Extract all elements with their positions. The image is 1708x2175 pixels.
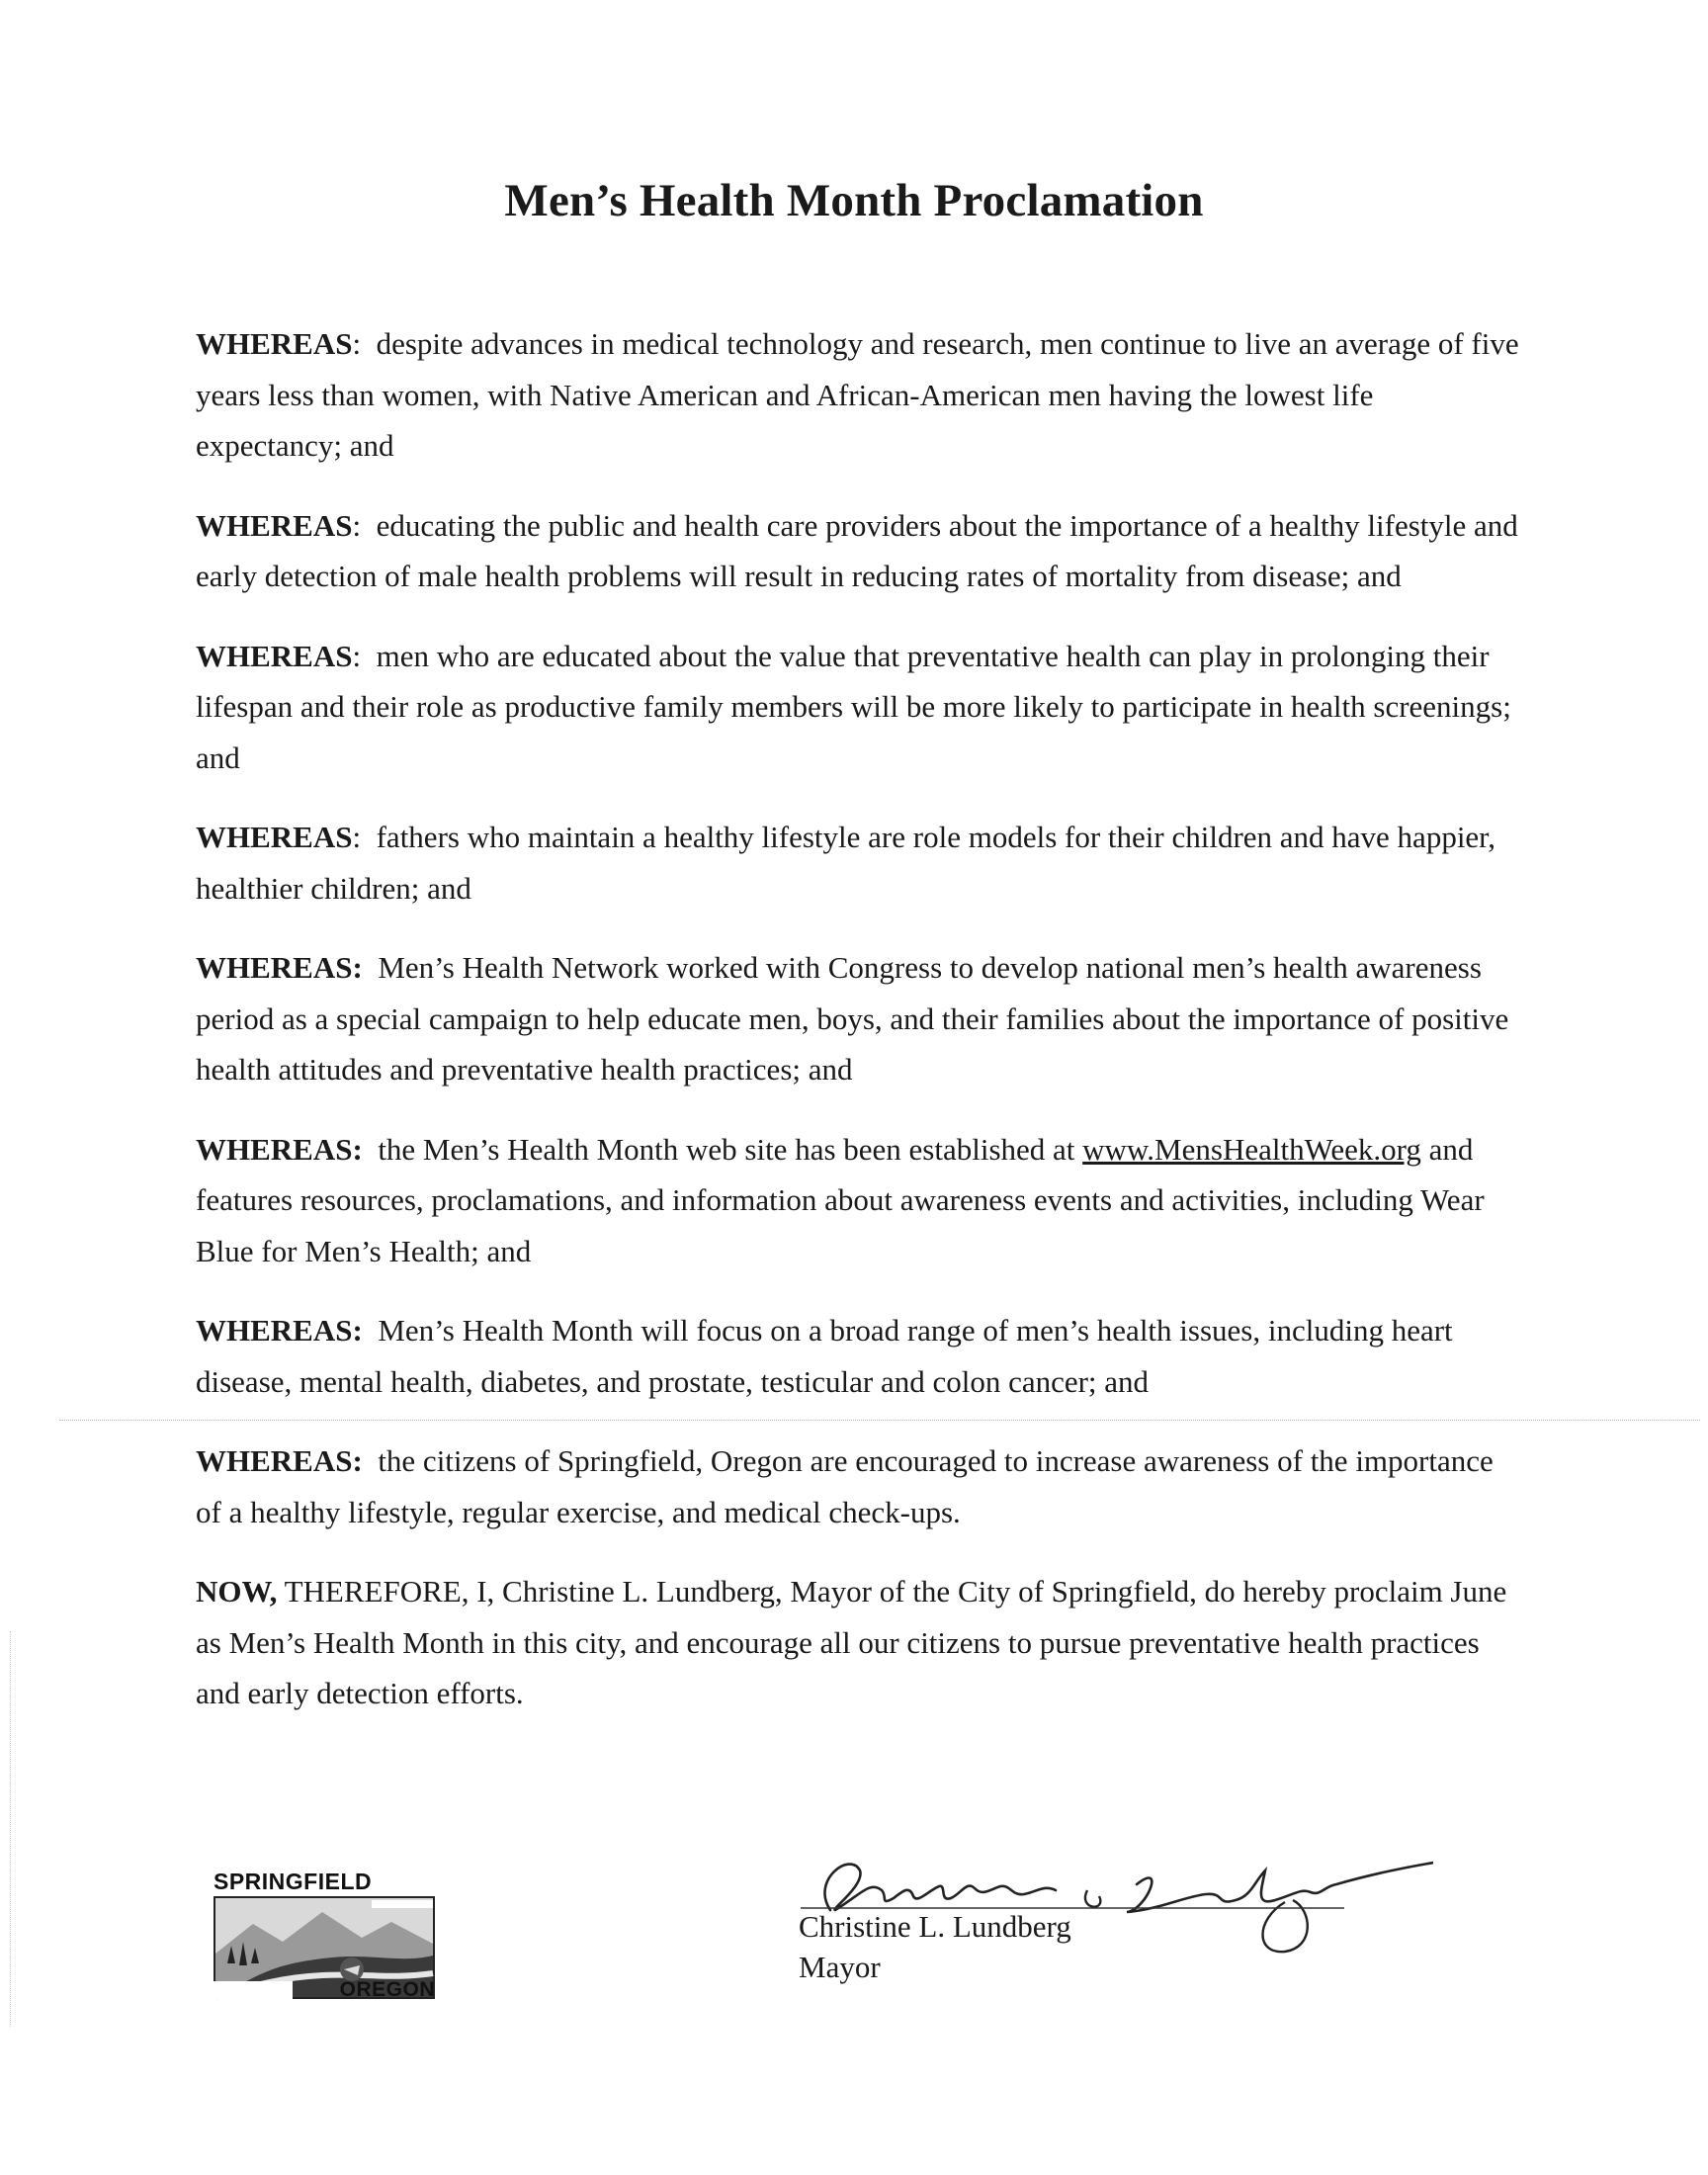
whereas-keyword: WHEREAS:	[196, 1131, 363, 1167]
whereas-keyword: WHEREAS	[196, 326, 353, 361]
whereas-paragraph-2: WHEREAS: educating the public and health care providers about the importance of a healthy lifestyle and early detection of male health problems will result in reducing rates of mortality from disease; and	[196, 507, 1518, 593]
whereas-keyword: WHEREAS	[196, 507, 353, 543]
proclamation-body	[196, 318, 1520, 1748]
logo-top-text: SPRINGFIELD	[214, 1869, 373, 1894]
signer-title: Mayor	[799, 1950, 881, 1984]
whereas-paragraph-1: WHEREAS: despite advances in medical technology and research, men continue to live an average of five years less than women, with Native American and African-American men having the lowest life expectancy; and	[196, 326, 1519, 463]
whereas-keyword: WHEREAS:	[196, 950, 363, 985]
whereas-paragraph-8	[196, 1436, 1520, 1537]
whereas-keyword: WHEREAS	[196, 638, 353, 673]
whereas-paragraph-3: WHEREAS: men who are educated about the value that preventative health can play in prolonging their lifespan and their role as productive family members will be more likely to participate in health screenings; and	[196, 638, 1511, 775]
website-link[interactable]: www.MensHealthWeek.org	[1082, 1131, 1421, 1167]
whereas-keyword: WHEREAS:	[196, 1443, 363, 1478]
whereas-keyword: WHEREAS	[196, 820, 353, 854]
whereas-text: Men’s Health Month will focus on a broad range of men’s health issues, including heart disease, mental health, diabetes, and prostate, testicular and colon cancer; and	[196, 1313, 1453, 1399]
now-keyword: NOW,	[196, 1574, 278, 1609]
whereas-text: educating the public and health care providers about the importance of a healthy lifestyle and early detection of male health problems will result in reducing rates of mortality from disease; and	[196, 507, 1518, 593]
whereas-keyword: WHEREAS:	[196, 1313, 363, 1348]
springfield-oregon-logo	[214, 1869, 441, 2002]
whereas-text: and features resources, proclamations, and information about awareness events and activities, including Wear Blue for Men’s Health; and	[196, 1131, 1485, 1268]
logo-bottom-text: OREGON	[339, 1978, 435, 2001]
whereas-paragraph-5	[196, 942, 1520, 1095]
proclamation-paragraph	[196, 1566, 1520, 1719]
whereas-paragraph-7	[196, 1305, 1520, 1407]
scan-artifact-line	[59, 1420, 1700, 1421]
proclamation-text: THEREFORE, I, Christine L. Lundberg, Mayor of the City of Springfield, do hereby proclaim June as Men’s Health Month in this city, and encourage all our citizens to pursue preventative health practices and early detection efforts.	[196, 1574, 1507, 1710]
whereas-text: fathers who maintain a healthy lifestyle are role models for their children and have happier, healthier children; and	[196, 820, 1496, 906]
whereas-text: Men’s Health Network worked with Congress to develop national men’s health awareness period as a special campaign to help educate men, boys, and their families about the importance of positive health attitudes and preventative health practices; and	[196, 950, 1509, 1087]
page-title: Men’s Health Month Proclamation	[504, 175, 1204, 226]
whereas-paragraph-6	[196, 1124, 1520, 1277]
whereas-text: the Men’s Health Month web site has been established at	[378, 1131, 1075, 1167]
whereas-paragraph-4: WHEREAS: fathers who maintain a healthy lifestyle are role models for their children and have happier, healthier children; and	[196, 820, 1496, 906]
whereas-text: men who are educated about the value that preventative health can play in prolonging their lifespan and their role as productive family members will be more likely to participate in health screenings; and	[196, 638, 1511, 775]
signer-block	[799, 1906, 1071, 1987]
scan-margin-dots	[10, 1631, 11, 2027]
whereas-text: despite advances in medical technology and research, men continue to live an average of five years less than women, with Native American and African-American men having the lowest life expectancy; and	[196, 326, 1519, 463]
whereas-text: the citizens of Springfield, Oregon are encouraged to increase awareness of the importance of a healthy lifestyle, regular exercise, and medical check-ups.	[196, 1443, 1494, 1529]
signer-name: Christine L. Lundberg	[799, 1909, 1071, 1944]
